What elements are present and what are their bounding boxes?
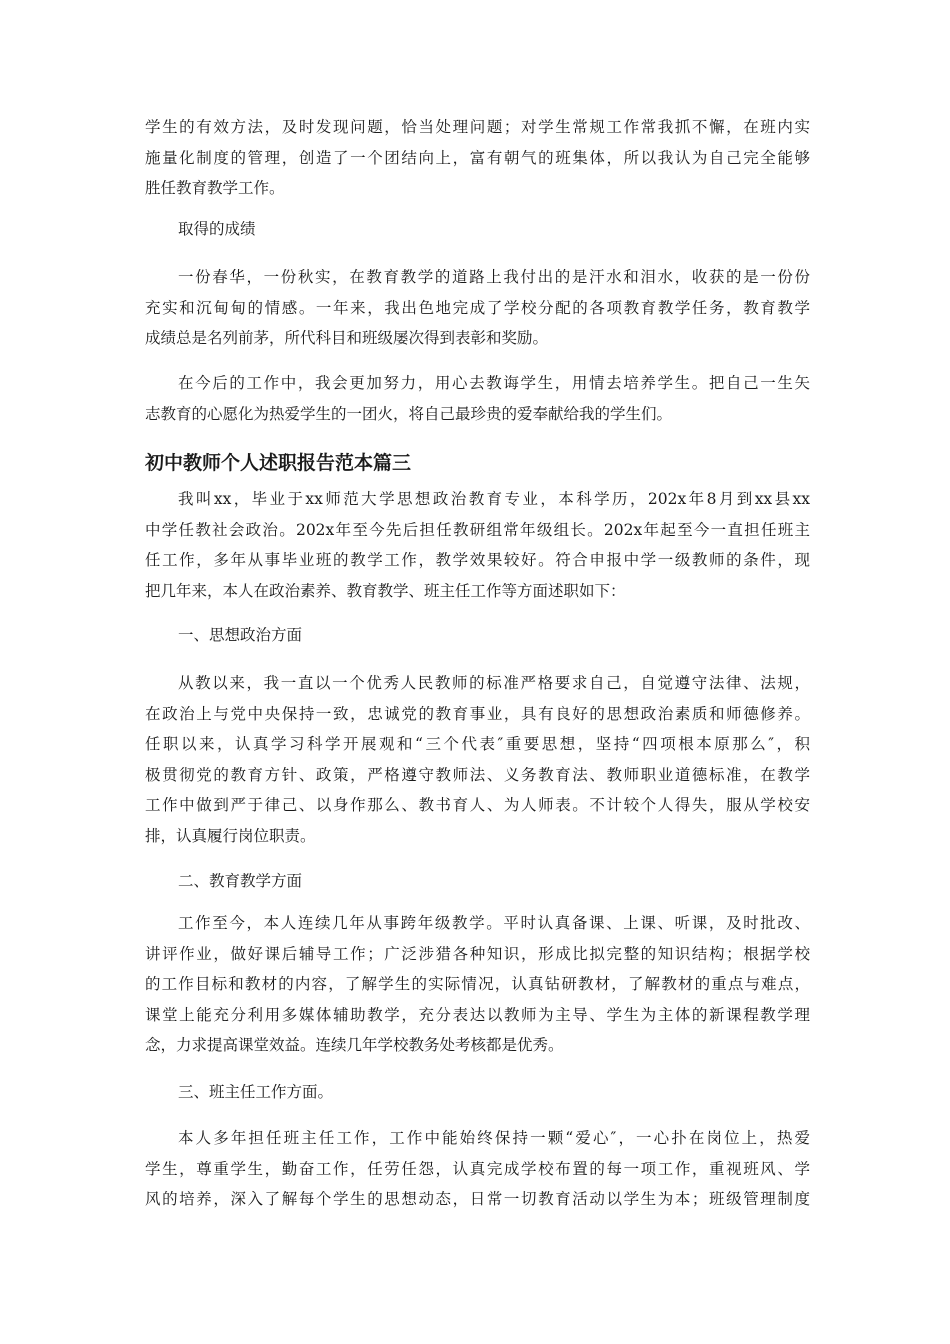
subheading-text: 一、思想政治方面 bbox=[178, 626, 303, 644]
text-line: 风的培养，深入了解每个学生的思想动态，日常一切教育活动以学生为本；班级管理制度 bbox=[145, 1190, 810, 1208]
text-line: 把几年来，本人在政治素养、教育教学、班主任工作等方面述职如下： bbox=[145, 581, 626, 600]
text-line: 课堂上能充分利用多媒体辅助教学，充分表达以教师为主导、学生为主体的新课程教学理 bbox=[145, 1005, 810, 1024]
paragraph-class-teacher bbox=[145, 1123, 810, 1215]
paragraph-intro bbox=[145, 484, 810, 606]
text-line: 在政治上与党中央保持一致，忠诚党的教育事业，具有良好的思想政治素质和师德修养。 bbox=[145, 704, 810, 723]
paragraph-teaching bbox=[145, 908, 810, 1061]
paragraph-methods bbox=[145, 112, 810, 204]
section-title: 初中教师个人述职报告范本篇三 bbox=[145, 452, 412, 474]
subheading-text: 二、教育教学方面 bbox=[178, 872, 303, 890]
subheading-political bbox=[145, 620, 810, 651]
text-line: 工作中做到严于律己、以身作那么、教书育人、为人师表。不计较个人得失，服从学校安 bbox=[145, 796, 810, 814]
text-line: 本人多年担任班主任工作，工作中能始终保持一颗“爱心″，一心扑在岗位上，热爱 bbox=[178, 1129, 810, 1147]
text-line: 任职以来，认真学习科学开展观和“三个代表″重要思想，坚持“四项根本原那么″，积 bbox=[145, 735, 810, 753]
text-line: 的工作目标和教材的内容，了解学生的实际情况，认真钻研教材，了解教材的重点与难点， bbox=[145, 975, 810, 993]
text-line: 工作至今，本人连续几年从事跨年级教学。平时认真备课、上课、听课，及时批改、 bbox=[178, 914, 810, 932]
text-line: 我叫xx，毕业于xx师范大学思想政治教育专业，本科学历，202x年8月到xx县xx bbox=[178, 490, 810, 508]
subheading-teaching bbox=[145, 866, 810, 897]
text-line: 学生的有效方法，及时发现问题，恰当处理问题；对学生常规工作常我抓不懈，在班内实 bbox=[145, 118, 810, 136]
text-line: 施量化制度的管理，创造了一个团结向上，富有朝气的班集体，所以我认为自己完全能够 bbox=[145, 148, 810, 167]
text-line: 从教以来，我一直以一个优秀人民教师的标准严格要求自己，自觉遵守法律、法规， bbox=[178, 674, 810, 692]
text-line: 念，力求提高课堂效益。连续几年学校教务处考核都是优秀。 bbox=[145, 1036, 564, 1054]
text-line: 志教育的心愿化为热爱学生的一团火，将自己最珍贵的爱奉献给我的学生们。 bbox=[145, 404, 673, 423]
text-line: 排，认真履行岗位职责。 bbox=[145, 826, 316, 845]
text-line: 极贯彻党的教育方针、政策，严格遵守教师法、义务教育法、教师职业道德标准，在教学 bbox=[145, 765, 810, 784]
paragraph-political bbox=[145, 668, 810, 851]
paragraph-future bbox=[145, 368, 810, 429]
text-line: 成绩总是名列前茅，所代科目和班级屡次得到表彰和奖励。 bbox=[145, 329, 549, 347]
text-line: 胜任教育教学工作。 bbox=[145, 179, 285, 197]
subheading-class-teacher bbox=[145, 1077, 810, 1108]
text-line: 中学任教社会政治。202x年至今先后担任教研组常年级组长。202x年起至今一直担任班主 bbox=[145, 520, 810, 539]
text-line: 任工作，多年从事毕业班的教学工作，教学效果较好。符合申报中学一级教师的条件，现 bbox=[145, 551, 810, 569]
text-line: 充实和沉甸甸的情感。一年来，我出色地完成了学校分配的各项教育教学任务，教育教学 bbox=[145, 298, 810, 317]
text-line: 在今后的工作中，我会更加努力，用心去教诲学生，用情去培养学生。把自己一生矢 bbox=[178, 374, 810, 392]
paragraph-achievements bbox=[145, 262, 810, 354]
subheading-text: 取得的成绩 bbox=[178, 220, 256, 238]
text-line: 讲评作业，做好课后辅导工作；广泛涉猎各种知识，形成比拟完整的知识结构；根据学校 bbox=[145, 944, 810, 963]
subheading-achievements bbox=[145, 214, 810, 245]
text-line: 一份春华，一份秋实，在教育教学的道路上我付出的是汗水和泪水，收获的是一份份 bbox=[178, 268, 810, 286]
text-line: 学生，尊重学生，勤奋工作，任劳任怨，认真完成学校布置的每一项工作，重视班风、学 bbox=[145, 1159, 810, 1178]
subheading-text: 三、班主任工作方面。 bbox=[178, 1083, 334, 1101]
